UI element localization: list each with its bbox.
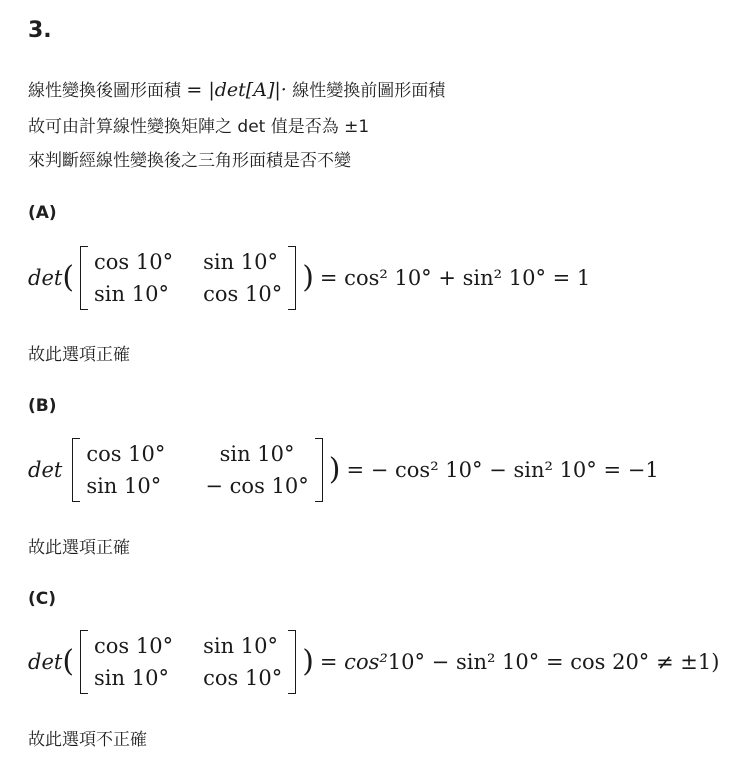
intro-line-1 xyxy=(28,76,445,101)
matrix-cell: sin 10° xyxy=(94,282,169,306)
matrix-cell: cos 10° xyxy=(203,282,283,306)
option-c-result-italic: = cos² xyxy=(319,650,388,674)
matrix-cell: cos 10° xyxy=(94,250,174,274)
option-a-result: = cos² 10° + sin² 10° = 1 xyxy=(319,266,591,290)
option-b-equation xyxy=(28,438,659,502)
det-prefix: det xyxy=(28,266,63,290)
option-b-conclusion: 故此選項正確 xyxy=(28,538,130,558)
matrix-cell: sin 10° xyxy=(203,250,279,274)
close-paren: ) xyxy=(302,260,314,295)
option-c-conclusion: 故此選項不正確 xyxy=(28,730,147,750)
option-a-conclusion: 故此選項正確 xyxy=(28,345,130,365)
intro-line-1-text-b: 線性變換前圖形面積 xyxy=(286,81,446,101)
option-b-matrix xyxy=(72,438,322,502)
option-c-matrix xyxy=(80,630,296,694)
option-a-label: (A) xyxy=(28,203,57,223)
option-c-equation xyxy=(28,630,719,694)
intro-line-3: 來判斷經線性變換後之三角形面積是否不變 xyxy=(28,151,351,171)
option-a-matrix xyxy=(80,246,296,310)
close-paren: ) xyxy=(328,452,341,487)
intro-formula: = |det[A]|· xyxy=(186,79,287,101)
option-b-result: = − cos² 10° − sin² 10° = −1 xyxy=(346,458,659,482)
matrix-cell: − cos 10° xyxy=(205,474,309,498)
matrix-cell: cos 10° xyxy=(86,442,166,466)
det-prefix: det xyxy=(28,458,63,482)
option-c-label: (C) xyxy=(28,589,57,609)
close-paren: ) xyxy=(302,644,314,679)
option-b-label: (B) xyxy=(28,396,57,416)
matrix-cell: sin 10° xyxy=(94,666,169,690)
open-paren: ( xyxy=(62,260,75,295)
intro-line-2: 故可由計算線性變換矩陣之 det 值是否為 ±1 xyxy=(28,117,370,137)
matrix-cell: cos 10° xyxy=(203,666,283,690)
matrix-cell: sin 10° xyxy=(203,634,279,658)
intro-line-1-text-a: 線性變換後圖形面積 xyxy=(28,81,187,101)
matrix-cell: cos 10° xyxy=(94,634,174,658)
open-paren: ( xyxy=(62,644,75,679)
problem-number: 3. xyxy=(28,18,52,43)
matrix-cell: sin 10° xyxy=(86,474,162,498)
option-a-equation xyxy=(28,246,590,310)
matrix-cell: sin 10° xyxy=(219,442,295,466)
det-prefix: det xyxy=(28,650,63,674)
option-c-result: 10° − sin² 10° = cos 20° ≠ ±1) xyxy=(387,650,720,674)
